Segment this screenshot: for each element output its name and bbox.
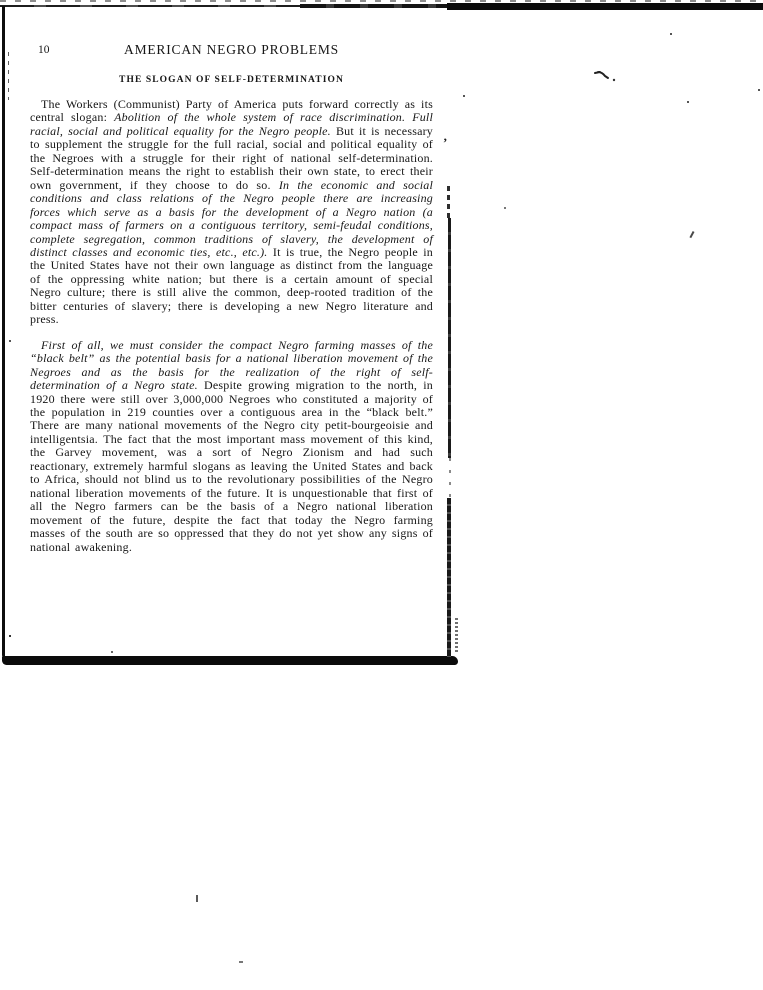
speck [9,340,11,342]
text-segment: But it is necessary to supplement the struggle for the full racial, social and political equality of the Negroes with a struggle for their right of national self-determination. Self-determination means the right to establish their own state, to erect their own government, if they choose to do so. [30,123,433,192]
speck [196,895,198,902]
text-segment: The Workers (Communist) Party of America puts forward correctly as its central slogan: [30,97,433,125]
scan-inner-dash-line [8,52,9,100]
page-gutter-line [448,218,451,458]
text-segment: It is true, the Negro people in the United States have not their own language as distinct from the language of the oppressing white nation; but there is a certain amount of special Negro culture; there is still alive the common, deep-rooted tradition of the bitter centuries of slavery; there is developing a new Negro literature and press. [30,244,434,327]
page-content [30,42,433,554]
italic-text-segment: In the economic and social conditions and class relations of the Negro people there are increasing forces which serve as a basis for the development of a Negro nation (a compact mass of farmers on a contiguous territory, semi-feudal conditions, complete segregation, common traditions of slavery, the development of distinct classes and economic ties, etc., etc.). [30,177,433,259]
apostrophe-scan-mark: ʼ [443,135,448,150]
page-gutter-dashes [447,186,450,218]
paragraph [30,98,433,327]
page-header [30,42,433,58]
page-gutter-faint [449,458,451,498]
italic-text-segment: Abolition of the whole system of race discrimination. Full racial, social and political equality for the Negro people. [30,110,433,138]
scan-top-edge-right [447,3,763,10]
speck [239,961,243,963]
speck [504,207,506,209]
section-title: THE SLOGAN OF SELF-DETERMINATION [119,75,344,85]
running-header: AMERICAN NEGRO PROBLEMS [124,42,339,57]
page-gutter-textured [447,498,451,657]
speck [463,95,465,97]
speck [687,101,689,103]
speck [9,635,11,637]
body-text [30,98,433,554]
text-segment: Despite growing migration to the north, in 1920 there were still over 3,000,000 Negroes who constituted a majority of the population in 219 counties over a contiguous area in the “black belt.” There are many national movements of the Negro city petit-bourgeoisie and intelligentsia. The fact that the most important mass movement of this kind, the Garvey movement, was a sort of Negro Zionism and had such reactionary, extremely harmful slogans as leaving the United States and back to Africa, should not blind us to the revolutionary possibilities of the Negro national liberation movements of the future. It is unquestionable that first of all the Negro farmers can be the basis of a Negro national liberation movement of the future, despite the fact that today the Negro farming masses of the south are so oppressed that they do not yet show any signs of national awakening. [30,378,433,554]
page-top-edge-mid [300,4,450,8]
page-left-edge-line [2,6,5,658]
paragraph [30,339,433,554]
italic-text-segment: First of all, we must consider the compact Negro farming masses of the “black belt” as the potential basis for a national liberation movement of the Negroes and as the basis for the realization of the right of self-determination of a Negro state. [30,337,433,393]
scan-top-dotted-line [0,0,763,2]
slash-speck [689,231,694,238]
page-bottom-edge-bar [2,656,458,665]
page-edge-microtext [455,618,458,654]
speck [758,89,760,91]
page-number: 10 [38,44,50,56]
page-top-edge-left [0,5,302,7]
speck [670,33,672,35]
pen-squiggle-mark [592,68,618,84]
speck [111,651,113,653]
